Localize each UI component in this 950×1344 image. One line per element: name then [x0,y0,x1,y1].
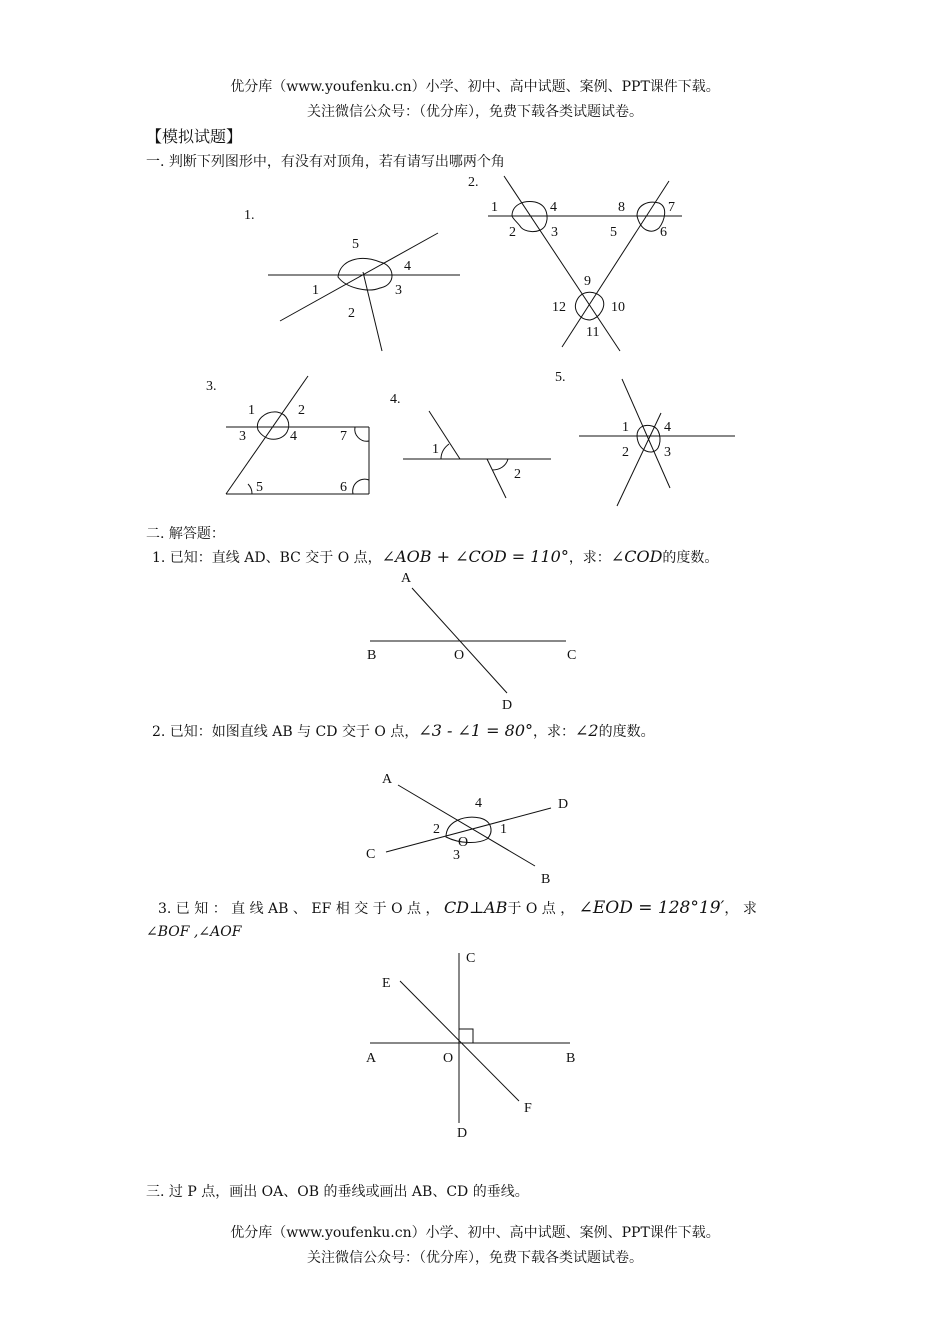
figure-5-number: 5. [555,370,566,385]
figure-2-number: 2. [468,175,479,190]
q3-label-B: B [566,1051,576,1066]
figure-3-number: 3. [206,379,217,394]
fig2-angle-4: 4 [550,200,557,215]
part2-title: 二. 解答题： [146,526,225,542]
q3-perp: CD⊥AB [443,898,508,917]
fig3-angle-7: 7 [340,429,347,444]
q2-figure [0,760,950,900]
q3-prefix: 3. 已 知 ： 直 线 AB 、 EF 相 交 于 O 点 ， [158,901,440,917]
q1-figure [0,560,950,720]
q2-angle-4: 4 [475,796,482,811]
fig2-angle-9: 9 [584,274,591,289]
q1-prefix: 1. 已知：直线 AD、BC 交于 O 点， [152,550,382,566]
q1-formula: ∠AOB + ∠COD = 110° [381,547,569,566]
fig1-angle-4: 4 [404,259,411,274]
fig2-angle-8: 8 [618,200,625,215]
q1-label-O: O [454,648,465,663]
q3-label-E: E [382,976,391,991]
fig2-angle-2: 2 [509,225,516,240]
q3-suffix: ， 求 [724,901,757,917]
figure-5 [555,370,735,506]
q1-target: ∠COD [610,547,663,566]
q3-label-A: A [366,1051,377,1066]
question-3 [158,898,757,918]
fig2-angle-5: 5 [610,225,617,240]
header-line-2: 关注微信公众号：（优分库），免费下载各类试题试卷。 [307,104,643,120]
q2-label-A: A [382,772,393,787]
figure-4 [390,392,551,498]
fig1-angle-2: 2 [348,306,355,321]
q2-target: ∠2 [575,721,599,740]
figure-1 [244,208,460,351]
fig4-angle-2: 2 [514,467,521,482]
q2-mid: ，求： [533,724,576,740]
section-title: 【模拟试题】 [146,127,243,146]
fig2-angle-10: 10 [611,300,625,315]
part1-title: 一. 判断下列图形中，有没有对顶角，若有请写出哪两个角 [146,154,505,170]
question-2 [152,721,655,741]
fig3-angle-2: 2 [298,403,305,418]
q3-label-F: F [524,1101,532,1116]
fig1-angle-3: 3 [395,283,402,298]
q2-angle-2: 2 [433,822,440,837]
q3-label-O: O [443,1051,454,1066]
fig4-angle-1: 1 [432,442,439,457]
fig2-angle-3: 3 [551,225,558,240]
part3-title: 三. 过 P 点，画出 OA、OB 的垂线或画出 AB、CD 的垂线。 [146,1184,529,1200]
q2-label-O: O [458,835,469,850]
q3-label-D: D [457,1126,468,1141]
fig1-angle-5: 5 [352,237,359,252]
fig5-angle-4: 4 [664,420,671,435]
q3-line-2: ∠BOF ,∠AOF [146,924,242,940]
header-line-1: 优分库（www.youfenku.cn）小学、初中、高中试题、案例、PPT课件下载。 [230,79,720,95]
fig1-angle-1: 1 [312,283,319,298]
fig5-angle-1: 1 [622,420,629,435]
figure-1-number: 1. [244,208,255,223]
footer-line-2: 关注微信公众号：（优分库），免费下载各类试题试卷。 [307,1250,643,1266]
q2-suffix: 的度数。 [598,724,655,740]
figure-2 [468,175,682,351]
q2-label-D: D [558,797,569,812]
fig5-angle-3: 3 [664,445,671,460]
q1-label-B: B [367,648,377,663]
fig2-angle-11: 11 [586,325,600,340]
q3-formula: ∠EOD = 128°19′ [578,898,725,918]
q1-label-D: D [502,698,513,713]
fig5-angle-2: 2 [622,445,629,460]
fig3-angle-3: 3 [239,429,246,444]
fig3-angle-5: 5 [256,480,263,495]
q2-label-B: B [541,872,551,887]
q3-label-C: C [466,951,476,966]
part1-figures [0,0,950,520]
q2-label-C: C [366,847,376,862]
q2-formula: ∠3 - ∠1 = 80° [418,721,534,740]
fig2-angle-1: 1 [491,200,498,215]
q1-label-A: A [401,571,412,586]
q2-angle-3: 3 [453,848,460,863]
figure-3 [206,376,369,495]
q1-label-C: C [567,648,577,663]
fig3-angle-1: 1 [248,403,255,418]
footer-line-1: 优分库（www.youfenku.cn）小学、初中、高中试题、案例、PPT课件下载。 [230,1225,720,1241]
q3-mid: 于 O 点 ， [507,901,575,917]
fig3-angle-6: 6 [340,480,347,495]
q2-angle-1: 1 [500,822,507,837]
figure-4-number: 4. [390,392,401,407]
fig3-angle-4: 4 [290,429,297,444]
q3-figure [0,945,950,1145]
fig2-angle-7: 7 [668,200,675,215]
fig2-angle-12: 12 [552,300,566,315]
q1-mid: ，求： [568,550,611,566]
q2-prefix: 2. 已知：如图直线 AB 与 CD 交于 O 点， [152,724,419,740]
fig2-angle-6: 6 [660,225,667,240]
q1-suffix: 的度数。 [662,550,719,566]
